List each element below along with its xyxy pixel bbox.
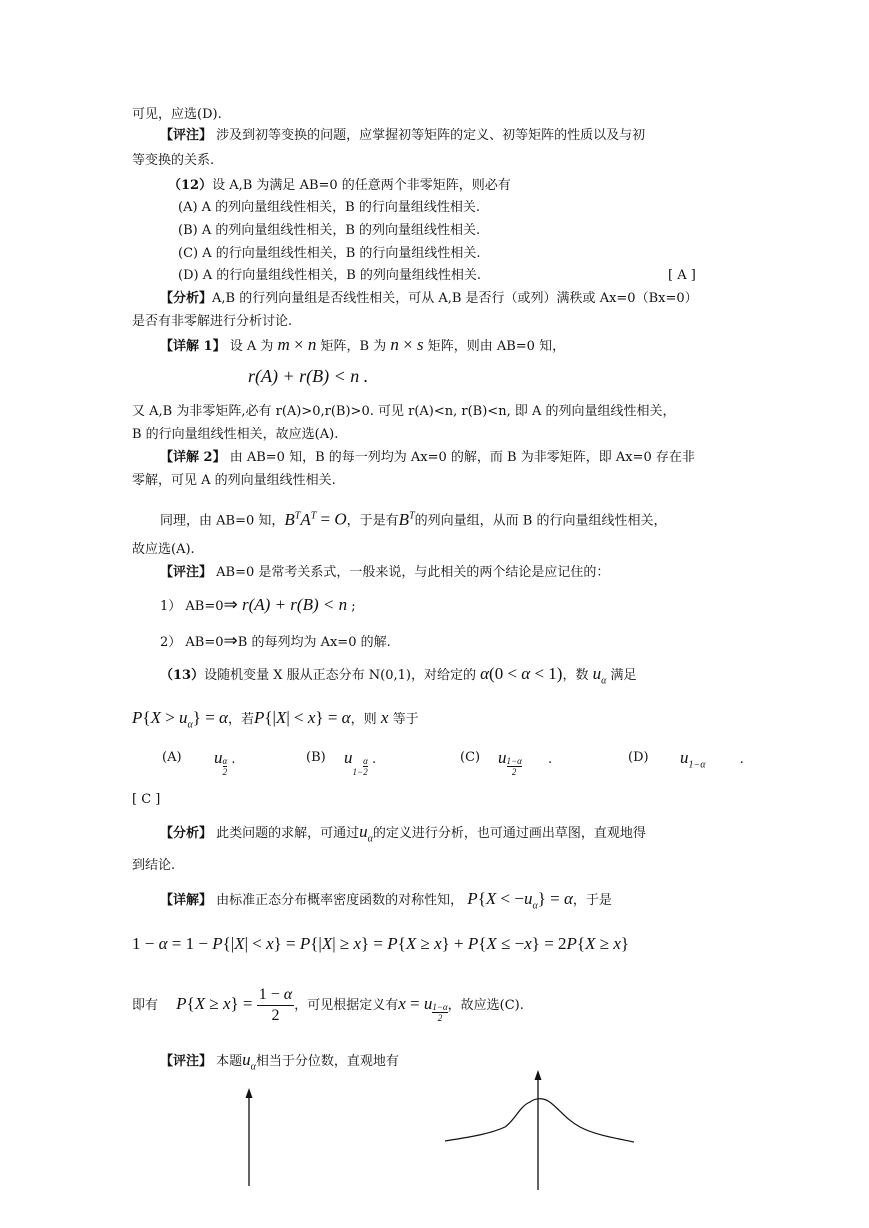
option-a: (A) A 的列向量组线性相关，B 的行向量组线性相关.	[178, 200, 481, 215]
solution-text: 设 A 为	[225, 339, 274, 354]
implies-icon: ⇒	[223, 595, 238, 614]
text-part: ，故应选(C).	[447, 998, 524, 1013]
analysis-paragraph: 【分析】 此类问题的求解，可通过$u_\alpha$的定义进行分析，也可通过画出草图，直观地得	[160, 822, 646, 845]
option-a-value: u $\frac{\alpha}{2}$ .	[214, 748, 236, 777]
text-line: 到结论.	[132, 858, 176, 873]
solution-text: 由标准正态分布概率密度函数的对称性知，	[212, 893, 464, 908]
probability-equation: 1 − α = 1 − P{|X| < x} = P{|X| ≥ x} = P{X ≥ x} + P{X ≤ −x} = 2P{X ≥ x}	[132, 934, 630, 953]
conclusion-1: 1） AB=0⇒ r(A) + r(B) < n ;	[160, 595, 356, 614]
text-line: 故应选(A).	[132, 542, 195, 557]
comment-text: 本题	[212, 1054, 243, 1069]
question-text: 设 A,B 为满足 AB=0 的任意两个非零矩阵，则必有	[212, 178, 511, 193]
comment-paragraph: 【评注】 本题$u_\alpha$相当于分位数，直观地有	[160, 1050, 399, 1073]
option-d: (D) A 的行向量组线性相关，B 的列向量组线性相关.	[178, 268, 482, 283]
text-line: 等变换的关系.	[132, 153, 215, 168]
text-part: 2） AB=0	[160, 635, 224, 650]
comment-tag: 【评注】	[160, 565, 213, 580]
option-a: (A)	[162, 750, 182, 765]
analysis-text: 的定义进行分析，也可通过画出草图，直观地得	[372, 826, 646, 841]
question-13-line2: $P\{X > u_\alpha\} = \alpha$，若P{|X| < x} = α，则 x 等于	[132, 708, 419, 731]
answer-bracket: [ C ]	[132, 792, 161, 807]
answer-bracket: [ A ]	[668, 268, 696, 283]
text-part: 同理，由 AB=0 知，	[160, 513, 285, 529]
text-part: B 的每列均为 Ax=0 的解.	[237, 635, 391, 650]
conclusion-line: 即有 P{X ≥ x} = $\frac{1 - \alpha}{2}$ ，可见根据定义有x = u $\frac{1-\alpha}{2}$，故应选(C).	[132, 986, 524, 1024]
option-c: (C) A 的行向量组线性相关，B 的行向量组线性相关.	[178, 246, 481, 261]
comment-text: AB=0 是常考关系式，一般来说，与此相关的两个结论是应记住的：	[212, 565, 610, 580]
question-text: 满足	[610, 668, 637, 683]
analysis-tag: 【分析】	[160, 826, 213, 841]
text-line: 零解，可见 A 的列向量组线性相关.	[132, 473, 336, 488]
solution-1: 【详解 1】 设 A 为 m × n 矩阵，B 为 n × s 矩阵，则由 AB=0 知，	[160, 335, 566, 354]
analysis-text: 此类问题的求解，可通过	[212, 826, 360, 841]
text-part: ，若	[227, 712, 254, 727]
question-number: （12）	[168, 178, 213, 193]
text-line: 是否有非零解进行分析讨论.	[132, 314, 293, 329]
solution-tag: 【详解 2】	[160, 450, 226, 465]
solution-text: 由 AB=0 知，B 的每一列均为 Ax=0 的解，而 B 为非零矩阵，即 Ax=0 存在非	[225, 450, 695, 465]
comment-tag: 【评注】	[160, 1054, 213, 1069]
text-part: ，则	[350, 712, 377, 727]
option-b-value: u1− $\frac{\alpha}{2}$ .	[344, 748, 377, 777]
text-part: ，可见根据定义有	[294, 998, 399, 1013]
solution-tag: 【详解 1】	[160, 339, 226, 354]
comment-text: 相当于分位数，直观地有	[255, 1054, 399, 1069]
text-part: 等于	[392, 712, 419, 727]
option-d: (D)	[628, 750, 649, 765]
question-text: 设随机变量 X 服从正态分布 N(0,1)，对给定的	[204, 668, 476, 683]
option-d-value: $u_{1-\alpha}$ .	[680, 748, 744, 771]
text-line: 同理，由 AB=0 知，$B^TA^T = O$，于是有$B^T$的列向量组，从而 B 的行向量组线性相关，	[160, 509, 667, 529]
text-line: 可见，应选(D).	[132, 107, 222, 122]
question-13: （13）设随机变量 X 服从正态分布 N(0,1)，对给定的 α(0 < α < 1)，数 $u_\alpha$ 满足	[160, 664, 637, 687]
solution-text: 矩阵，B 为	[320, 339, 387, 354]
comment-text: 涉及到初等变换的问题，应掌握初等矩阵的定义、初等矩阵的性质以及与初	[212, 128, 646, 143]
solution-tag: 【详解】	[160, 893, 213, 908]
text-part: 1） AB=0	[160, 599, 224, 614]
text-line: 又 A,B 为非零矩阵,必有 r(A)>0,r(B)>0. 可见 r(A)<n, r(B)<n, 即 A 的列向量组线性相关，	[132, 404, 676, 419]
option-c-value: u $\frac{1-\alpha}{2}$ .	[498, 748, 553, 777]
rank-inequality: r(A) + r(B) < n .	[248, 366, 369, 386]
text-part: ，于是有	[346, 513, 399, 529]
analysis-tag: 【分析】	[160, 291, 213, 306]
text-part: 即有	[132, 998, 159, 1013]
question-text: ，数	[562, 668, 589, 683]
solution-paragraph: 【详解】 由标准正态分布概率密度函数的对称性知， $P\{X < -u_\alpha\} = \alpha$，于是	[160, 889, 612, 912]
option-b: (B) A 的列向量组线性相关，B 的列向量组线性相关.	[178, 223, 481, 238]
option-b: (B)	[306, 750, 326, 765]
solution-text: 矩阵，则由 AB=0 知，	[427, 339, 566, 354]
analysis-text: A,B 的行列向量组是否线性相关，可从 A,B 是否行（或列）满秩或 Ax=0（Bx=0）	[212, 291, 698, 306]
option-c: (C)	[460, 750, 481, 765]
question-number: （13）	[160, 668, 205, 683]
comment-tag: 【评注】	[160, 128, 213, 143]
text-line: B 的行向量组线性相关，故应选(A).	[132, 427, 339, 442]
text-part: 的列向量组，从而 B 的行向量组线性相关，	[414, 513, 667, 529]
solution-text: ，于是	[572, 893, 612, 908]
implies-icon: ⇒	[223, 631, 238, 650]
